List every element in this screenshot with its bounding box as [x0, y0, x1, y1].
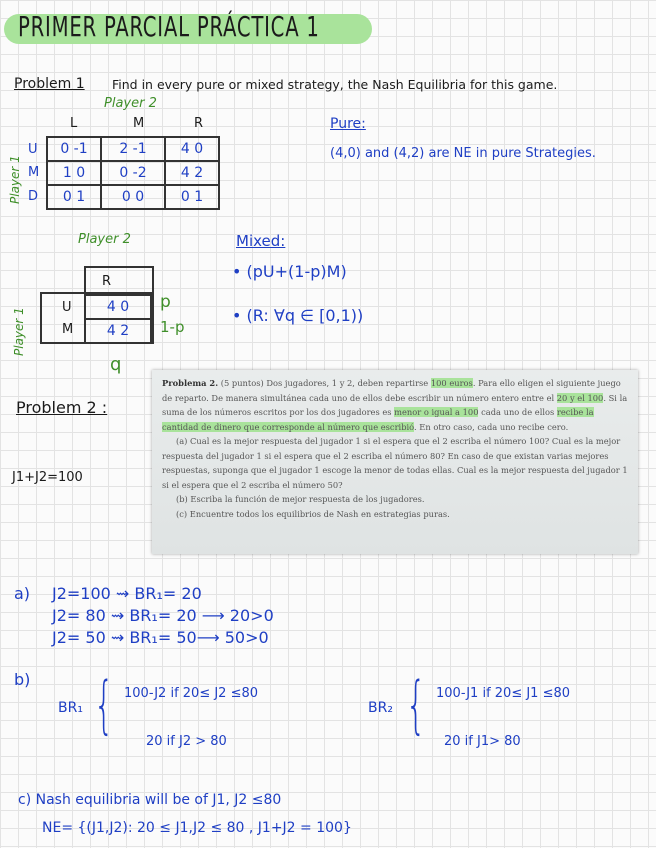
reduced-matrix	[84, 294, 152, 344]
mixed-strategy-2: • (R: ∀q ∈ [0,1))	[232, 306, 364, 325]
photo-highlight: 20 y el 100	[556, 392, 604, 403]
mixed-label: Mixed:	[236, 232, 286, 250]
row-U: U	[28, 142, 38, 157]
cell-MR: 4 2	[165, 161, 219, 185]
photo-text: . Si la suma de los números escritos por los dos jugadores es	[162, 392, 628, 417]
part-a-label: a)	[14, 584, 31, 603]
photo-text: . Para ello eligen el siguiente juego de reparto. De manera simultánea cada uno de ellos debe escribir un número entero entre el	[162, 378, 621, 403]
problem1-statement: Find in every pure or mixed strategy, the Nash Equilibria for this game.	[112, 77, 558, 92]
mixed-strategy-1: • (pU+(1-p)M)	[232, 262, 347, 281]
cell-UM: 2 -1	[101, 137, 165, 161]
cell-DR: 0 1	[165, 185, 219, 209]
br1-line-2: 20 if J2 > 80	[146, 734, 227, 749]
constraint-text: J1+J2=100	[12, 470, 83, 485]
part-b-label: b)	[14, 670, 31, 689]
reduced-cell-U: 4 0	[85, 295, 151, 319]
photo-text: (5 puntos) Dos jugadores, 1 y 2, deben repartirse	[220, 378, 431, 388]
problem-photo	[152, 370, 638, 554]
photo-part-c: (c) Encuentre todos los equilibrios de Nash en estrategias puras.	[176, 508, 450, 519]
part-a-line-1: J2=100 ⇝ BR₁= 20	[52, 584, 202, 603]
br1-name: BR₁	[58, 700, 83, 716]
cell-MM: 0 -2	[101, 161, 165, 185]
cell-DL: 0 1	[47, 185, 101, 209]
br2-name: BR₂	[368, 700, 393, 716]
player1-label: Player 1	[8, 155, 22, 204]
cell-UL: 0 -1	[47, 137, 101, 161]
problem1-label: Problem 1	[14, 76, 85, 92]
part-a-line-2: J2= 80 ⇝ BR₁= 20 ⟶ 20>0	[52, 606, 274, 625]
photo-text: . En otro caso, cada uno recibe cero.	[414, 421, 569, 432]
part-a-line-3: J2= 50 ⇝ BR₁= 50⟶ 50>0	[52, 628, 269, 647]
prob-1-p: 1-p	[160, 318, 185, 336]
col-L: L	[70, 116, 78, 131]
payoff-matrix	[46, 136, 220, 210]
photo-text: cada uno de ellos	[478, 407, 557, 417]
row-D: D	[28, 189, 39, 204]
br1-brace: {	[94, 668, 114, 741]
pure-label: Pure:	[330, 116, 366, 132]
photo-highlight: menor o igual a 100	[394, 407, 479, 417]
photo-highlight: recibe la cantidad de dinero que corresponde al número que escribió	[162, 407, 594, 432]
row-M: M	[28, 165, 40, 180]
br2-line-2: 20 if J1> 80	[444, 734, 521, 749]
pure-text: (4,0) and (4,2) are NE in pure Strategies.	[330, 146, 596, 161]
reduced-cell-M: 4 2	[85, 319, 151, 343]
col-R: R	[194, 116, 204, 131]
br2-line-1: 100-J1 if 20≤ J1 ≤80	[436, 686, 571, 701]
cell-ML: 1 0	[47, 161, 101, 185]
br2-brace: {	[406, 668, 426, 741]
reduced-row-U: U	[62, 300, 72, 315]
cell-DM: 0 0	[101, 185, 165, 209]
photo-paragraph	[162, 376, 628, 434]
photo-part-a: (a) Cual es la mejor respuesta del jugador 1 si el espera que el 2 escriba el número 100? Cual es la mejor respuesta del jugador 1 si el espera que el 2 escriba el número 80? En caso de que existan varias mejores respuestas, suponga que el jugador 1 escoge la menor de todas ellas. Cual es la mejor respuesta del jugador 1 si el espera que el 2 escriba el número 50?	[162, 436, 628, 490]
reduced-player2-label: Player 2	[78, 232, 131, 247]
problem2-label: Problem 2 :	[16, 398, 108, 417]
reduced-row-M: M	[62, 322, 74, 337]
part-c-line: c) Nash equilibria will be of J1, J2 ≤80	[18, 792, 282, 808]
col-M: M	[133, 116, 145, 131]
prob-q: q	[110, 354, 122, 375]
photo-heading: Problema 2.	[162, 378, 219, 388]
player2-label: Player 2	[104, 96, 157, 111]
br1-line-1: 100-J2 if 20≤ J2 ≤80	[124, 686, 259, 701]
nash-equilibria-set: NE= {(J1,J2): 20 ≤ J1,J2 ≤ 80 , J1+J2 = 100}	[42, 820, 352, 836]
photo-highlight: 100 euros	[430, 378, 473, 388]
page-title: PRIMER PARCIAL PRÁCTICA 1	[18, 10, 320, 43]
photo-part-b: (b) Escriba la función de mejor respuesta de los jugadores.	[176, 494, 425, 504]
prob-p: p	[160, 292, 171, 312]
cell-UR: 4 0	[165, 137, 219, 161]
reduced-col-R: R	[102, 274, 112, 289]
reduced-player1-label: Player 1	[12, 307, 26, 356]
